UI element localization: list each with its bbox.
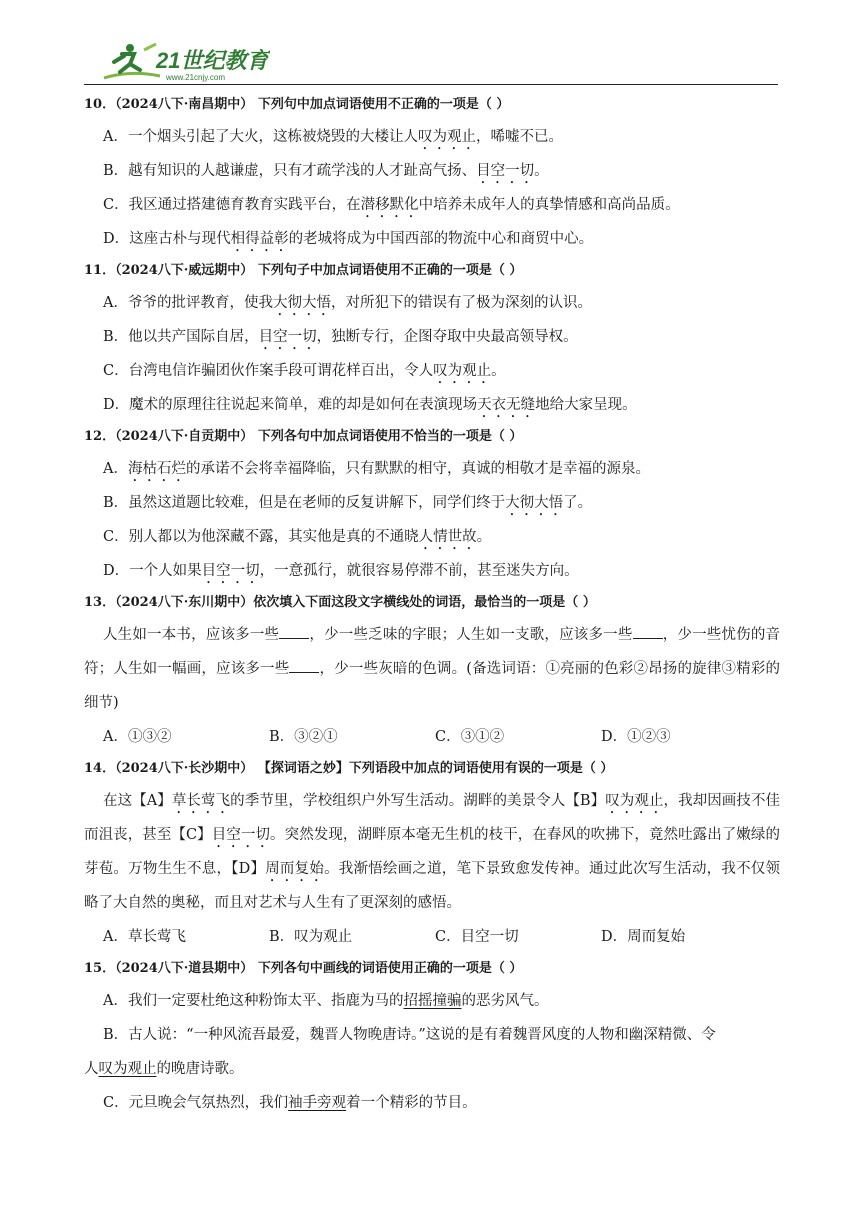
option-a: A．草长莺飞 [103,929,186,945]
options-row [84,720,780,754]
option-a: A．爷爷的批评教育，使我大彻大悟，对所犯下的错误有了极为深刻的认识。 [103,295,592,311]
question-stem: 10．（2024八下·南昌期中） 下列句中加点词语使用不正确的一项是（ ） [84,97,510,112]
question-13 [84,588,780,754]
option-b: B．越有知识的人越谦虚，只有才疏学浅的人才趾高气扬、目空一切。 [103,163,549,179]
option-b: B．他以共产国际自居，目空一切，独断专行，企图夺取中央最高领导权。 [103,329,578,345]
option-b: B．古人说：“一种风流吾最爱，魏晋人物晚唐诗。”这说的是有着魏晋风度的人物和幽深精微、令 [103,1027,716,1043]
option-a: A．一个烟头引起了大火，这栋被烧毁的大楼让人叹为观止，唏嘘不已。 [103,129,563,145]
question-15 [84,954,780,1120]
option-b: B．③②① [269,729,338,745]
question-passage: 在这【A】草长莺飞的季节里，学校组织户外写生活动。湖畔的美景令人【B】叹为观止，我却因画技不佳而沮丧，甚至【C】目空一切。突然发现，湖畔原本毫无生机的枝干，在春风的吹拂下，竟然吐露出了嫩绿的芽苞。万物生生不息，【D】周而复始。我渐悟绘画之道，笔下景致愈发传神。通过此次写生活动，我不仅领略了大自然的奥秘，而且对艺术与人生有了更深刻的感悟。 [84,793,781,911]
logo-text: 21世纪教育 [156,48,269,73]
option-a: A．我们一定要杜绝这种粉饰太平、指鹿为马的招摇撞骗的恶劣风气。 [103,993,549,1009]
question-10 [84,90,780,256]
option-d: D．一个人如果目空一切，一意孤行，就很容易停滞不前，甚至迷失方向。 [103,563,579,579]
question-stem: 14．（2024八下·长沙期中） 【探词语之妙】下列语段中加点的词语使用有误的一项是（ ） [84,761,614,776]
option-a: A．海枯石烂的承诺不会将幸福降临，只有默默的相守，真诚的相敬才是幸福的源泉。 [103,461,650,477]
option-c: C．我区通过搭建德育教育实践平台，在潜移默化中培养未成年人的真挚情感和高尚品质。 [103,197,680,213]
question-stem: 12．（2024八下·自贡期中） 下列各句中加点词语使用不恰当的一项是（ ） [84,429,523,444]
option-b: B．虽然这道题比较难，但是在老师的反复讲解下，同学们终于大彻大悟了。 [103,495,593,511]
option-d: D．周而复始 [601,929,686,945]
question-11 [84,256,780,422]
option-a: A．①③② [103,729,172,745]
option-c: C．元旦晚会气氛热烈，我们袖手旁观着一个精彩的节目。 [103,1095,477,1111]
question-passage: 人生如一本书，应该多一些 ，少一些乏味的字眼；人生如一支歌，应该多一些 ，少一些忧伤的音符；人生如一幅画，应该多一些 ，少一些灰暗的色调。(备选词语：①亮丽的色彩②昂扬的旋律③精彩的细节) [84,618,780,720]
option-c: C．③①② [435,729,505,745]
options-row [84,920,780,954]
runner-logo-icon [104,44,160,78]
fill-blank [633,624,663,639]
logo-url: www.21cnjy.com [166,73,225,82]
option-c: C．别人都以为他深藏不露，其实他是真的不通晓人情世故。 [103,529,492,545]
option-c: C．台湾电信诈骗团伙作案手段可谓花样百出，令人叹为观止。 [103,363,506,379]
option-d: D．这座古朴与现代相得益彰的老城将成为中国西部的物流中心和商贸中心。 [103,231,594,247]
header-divider [84,84,778,85]
option-c: C．目空一切 [435,929,519,945]
question-stem: 15．（2024八下·道县期中） 下列各句中画线的词语使用正确的一项是（ ） [84,961,523,976]
option-d: D．①②③ [601,729,671,745]
question-stem: 13．（2024八下·东川期中）依次填入下面这段文字横线处的词语，最恰当的一项是（ ） [84,595,596,610]
document-body [84,90,780,1120]
site-logo [100,40,270,84]
fill-blank [279,624,309,639]
question-14 [84,754,780,954]
fill-blank [289,658,319,673]
option-b-continued: 人叹为观止的晚唐诗歌。 [84,1061,244,1077]
option-d: D．魔术的原理往往说起来简单，难的却是如何在表演现场天衣无缝地给大家呈现。 [103,397,637,413]
question-stem: 11．（2024八下·威远期中） 下列句子中加点词语使用不正确的一项是（ ） [84,263,523,278]
option-b: B．叹为观止 [269,929,353,945]
question-12 [84,422,780,588]
